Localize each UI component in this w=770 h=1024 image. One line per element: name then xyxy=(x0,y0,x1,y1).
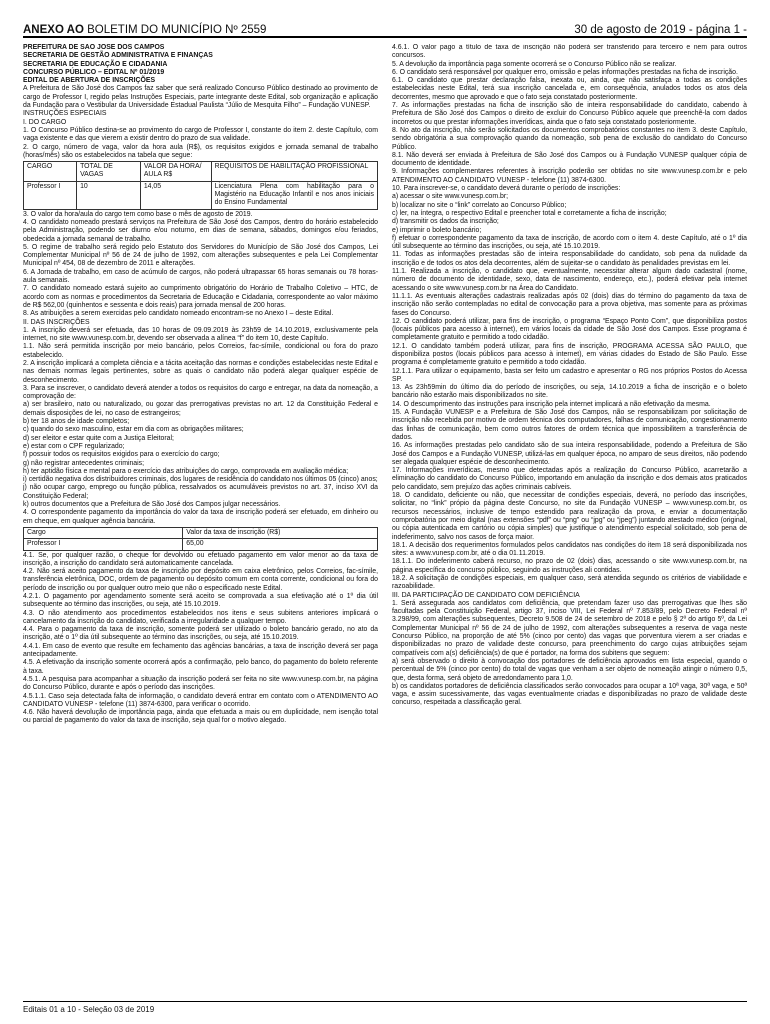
paragraph: d) transmitir os dados da inscrição; xyxy=(392,218,499,226)
paragraph: 7. O candidato nomeado estará sujeito ao cumprimento obrigatório do Horário de Trabalho Coletivo – HTC, de acordo com as normas e procedimentos da Secretaria de Educação e Cidadania, correspondente ao valor máximo de R$ 562,00 (quinhentos e sessenta e dois reais) para jornada mensal de 200 horas. xyxy=(23,285,378,309)
paragraph: 4.6.1. O valor pago a título de taxa de inscrição não poderá ser transferido para terceiro e nem para outros concursos. xyxy=(392,44,747,60)
paragraph: a) acessar o site www.vunesp.com.br; xyxy=(392,193,509,201)
paragraph: 8.1. Não deverá ser enviada à Prefeitura de São José dos Campos ou à Fundação VUNESP qualquer cópia de documento de identidade. xyxy=(392,151,747,168)
paragraph: 6. A Jornada de trabalho, em caso de acúmulo de cargos, não poderá ultrapassar 65 horas semanais ou 78 horas-aula semanais. xyxy=(23,268,378,285)
paragraph: 11.1.1. As eventuais alterações cadastrais realizadas após 02 (dois) dias do término do pagamento da taxa de inscrição não serão contempladas no edital de convocação para a prova objetiva, mas somente para as próximas fases do Concurso. xyxy=(392,292,747,317)
paragraph: g) não registrar antecedentes criminais; xyxy=(23,459,145,467)
paragraph: 12.1. O candidato também poderá utilizar, para fins de inscrição, PROGRAMA ACESSA SÃO PAULO, que disponibiliza postos (locais públicos para acesso à internet), em várias cidades do Estado de São Paulo. Esse programa é completamente gratuito e permitido a todo cidadão. xyxy=(392,342,747,367)
paragraph: 4.5. A efetivação da inscrição somente ocorrerá após a confirmação, pelo banco, do pagamento do boleto referente à taxa. xyxy=(23,659,378,675)
content-columns xyxy=(23,44,747,994)
table-cell: 10 xyxy=(77,181,141,209)
paragraph: 6.1. O candidato que prestar declaração falsa, inexata ou, ainda, que não satisfaça a todas as condições estabelecidas neste Edital, terá sua inscrição cancelada e, em consequência, anulados todos os atos dela decorrentes, mesmo que aprovado e que o fato seja constatado posteriormente. xyxy=(392,77,747,101)
table-header: CARGO xyxy=(24,162,77,182)
title-bold: ANEXO AO xyxy=(23,24,84,36)
paragraph: j) não ocupar cargo, emprego ou função pública, ressalvados os acumuláveis previstos no art. 37, inciso XVI da Constituição Federal; xyxy=(23,484,378,500)
table-cell: Professor I xyxy=(24,181,77,209)
paragraph: a) será observado o direito à convocação dos portadores de deficiência aprovados em lista especial, quando o percentual de 5% (cinco por cento) do total de vagas que venham a ser objeto de nomeação atingir o número 0,5, que, desta forma, será objeto de arredondamento para 1,0. xyxy=(392,657,747,682)
paragraph: 18.1.1. Do indeferimento caberá recurso, no prazo de 02 (dois) dias, acessando o site www.vunesp.com.br, na página específica do concurso público, seguindo as instruções ali contidas. xyxy=(392,558,747,574)
table-cell: Professor I xyxy=(24,539,183,550)
paragraph: 4.2.1. O pagamento por agendamento somente será aceito se comprovada a sua efetivação até o 1º dia útil subsequente ao término das inscrições, ou seja, até 15.10.2019. xyxy=(23,593,378,609)
paragraph: 18. O candidato, deficiente ou não, que necessitar de condições especiais, deverá, no período das inscrições, solicitar, no “link” própio da página deste Concurso, no site da Fundação VUNESP – www.vunesp.com.br, os recursos necessários, inclusive de tempo estendido para realização da prova, e enviar a documentação comprobatória por meio digital (nas extensões “pdf” ou “png” ou “jpg” ou “jpeg”) juntando atestado médico (original, ou cópia autenticada em cartório ou cópia simples) que justifique o atendimento especial solicitado, sob pena de indeferimento, salvo nos casos de força maior. xyxy=(392,492,747,541)
paragraph: b) ter 18 anos de idade completos; xyxy=(23,418,130,426)
paragraph: i) certidão negativa dos distribuidores criminais, dos lugares de residência do candidato nos últimos 05 (cinco) anos; xyxy=(23,476,378,484)
paragraph: 15. A Fundação VUNESP e a Prefeitura de São José dos Campos, não se responsabilizam por solicitação de inscrição não recebida por motivo de ordem técnica dos computadores, falhas de comunicação, congestionamento das linhas de comunicação, bem como outros fatores de ordem técnica que impossibilitem a transferência de dados. xyxy=(392,409,747,441)
paragraph: 1. Será assegurada aos candidatos com deficiência, que pretendam fazer uso das prerrogativas que lhes são facultadas pela Constituição Federal, artigo 37, inciso VIII, Lei Federal nº 7.853/89, pelo Decreto Federal nº 3.298/99, com alterações subsequentes, Decreto 9.508 de 24 de setembro de 2018 e pelo § 2º do artigo 5º, da Lei Complementar Municipal nº 56 de 24 de julho de 1992, com alterações subsequentes a reserva de vaga neste Concurso Público, na proporção de até 5% (cinco por cento) das vagas que porventura vierem a ser criadas e disponibilizadas no prazo de validade deste concurso, para preenchimento do cargo cujas atribuições sejam compatíveis com a(s) deficiência(s) de que é portador, na forma dos subitens que seguem: xyxy=(392,599,747,657)
paragraph: INSTRUÇÕES ESPECIAIS xyxy=(23,110,107,118)
paragraph: d) ser eleitor e estar quite com a Justiça Eleitoral; xyxy=(23,434,174,442)
paragraph: SECRETARIA DE EDUCAÇÃO E CIDADANIA xyxy=(23,60,168,68)
paragraph: II. DAS INSCRIÇÕES xyxy=(23,318,90,326)
right-column xyxy=(392,44,747,994)
bulletin-title xyxy=(23,24,266,36)
paragraph: 14. O descumprimento das instruções para inscrição pela internet implicará a não efetivação da mesma. xyxy=(392,400,711,408)
paragraph: 16. As informações prestadas pelo candidato são de sua inteira responsabilidade, podendo a Prefeitura de São José dos Campos e a Fundação VUNESP, utilizá-las em qualquer época, no amparo de seus direitos, não podendo ser alegada qualquer espécie de desconhecimento. xyxy=(392,442,747,466)
paragraph: c) ler, na íntegra, o respectivo Edital e preencher total e corretamente a ficha de inscrição; xyxy=(392,209,667,217)
paragraph: f) efetuar o correspondente pagamento da taxa de inscrição, de acordo com o item 4. deste Capítulo, até o 1º dia útil subsequente ao término das inscrições, ou seja, até 15.10.2019. xyxy=(392,234,747,251)
table-header: VALOR DA HORA/ AULA R$ xyxy=(140,162,211,182)
paragraph: 1. O Concurso Público destina-se ao provimento do cargo de Professor I, constante do item 2. deste Capítulo, com vaga existente e das que vierem a existir dentro do prazo de sua validade. xyxy=(23,126,378,143)
paragraph: 13. As 23h59min do último dia do período de inscrições, ou seja, 14.10.2019 a ficha de inscrição e o boleto bancário não estarão mais disponibilizados no site. xyxy=(392,384,747,400)
paragraph: 9. Informações complementares referentes à inscrição poderão ser obtidas no site www.vunesp.com.br e pelo ATENDIMENTO AO CANDIDATO VUNESP - telefone (11) 3874-6300. xyxy=(392,168,747,184)
paragraph: 12. O candidato poderá utilizar, para fins de inscrição, o programa “Espaço Ponto Com”, que disponibiliza postos (locais públicos para acesso à internet), em vários locais da cidade de São José dos Campos. Esse programa é completamente gratuito e permitido a todo cidadão. xyxy=(392,317,747,342)
paragraph: c) quando do sexo masculino, estar em dia com as obrigações militares; xyxy=(23,426,244,434)
paragraph: 6. O candidato será responsável por qualquer erro, omissão e pelas informações prestadas na ficha de inscrição. xyxy=(392,68,738,76)
table-cell: 14,05 xyxy=(140,181,211,209)
table-header: REQUISITOS DE HABILITAÇÃO PROFISSIONAL xyxy=(211,162,377,182)
paragraph: 12.1.1. Para utilizar o equipamento, basta ser feito um cadastro e apresentar o RG nos próprios Postos do Acessa SP. xyxy=(392,367,747,383)
paragraph: 8. No ato da inscrição, não serão solicitados os documentos comprobatórios constantes no item 3. deste Capítulo, sendo obrigatória a sua comprovação quando da nomeação, sob pena de exclusão do candidato do Concurso Público. xyxy=(392,126,747,151)
paragraph: III. DA PARTICIPAÇÃO DE CANDIDATO COM DEFICIÊNCIA xyxy=(392,591,580,599)
paragraph: 4.6. Não haverá devolução de importância paga, ainda que efetuada a mais ou em duplicidade, nem isenção total ou parcial de pagamento do valor da taxa de inscrição, seja qual for o motivo alegado. xyxy=(23,709,378,725)
paragraph: 10. Para inscrever-se, o candidato deverá durante o período de inscrições: xyxy=(392,185,621,193)
paragraph: 4.1. Se, por qualquer razão, o cheque for devolvido ou efetuado pagamento em valor menor ao da taxa de inscrição, a inscrição do candidato será automaticamente cancelada. xyxy=(23,551,378,567)
paragraph: 1. A inscrição deverá ser efetuada, das 10 horas de 09.09.2019 às 23h59 de 14.10.2019, exclusivamente pela internet, no site www.vunesp.com.br, devendo ser observada a alínea “f” do item 10, deste Capítulo. xyxy=(23,326,378,343)
paragraph: 4.3. O não atendimento aos procedimentos estabelecidos nos itens e seus subitens anteriores implicará o cancelamento da inscrição do candidato, verificada a irregularidade a qualquer tempo. xyxy=(23,609,378,625)
paragraph: EDITAL DE ABERTURA DE INSCRIÇÕES xyxy=(23,77,156,85)
paragraph: a) ser brasileiro, nato ou naturalizado, ou gozar das prerrogativas previstas no art. 12 da Constituição Federal e demais disposições de lei, no caso de estrangeiros; xyxy=(23,401,378,417)
left-column xyxy=(23,44,378,994)
paragraph: 5. A devolução da importância paga somente ocorrerá se o Concurso Público não se realizar. xyxy=(392,60,677,68)
paragraph: 7. As informações prestadas na ficha de inscrição são de inteira responsabilidade do candidato, cabendo à Prefeitura de São José dos Campos o direito de excluir do Concurso Público aquele que preenchê-la com dados incorretos ou que prestar informações inverídicas, ainda que o fato seja constatado posteriormente. xyxy=(392,102,747,126)
table-header: TOTAL DE VAGAS xyxy=(77,162,141,182)
paragraph: 4.5.1. A pesquisa para acompanhar a situação da inscrição poderá ser feita no site www.vunesp.com.br, na página do Concurso Público, durante e após o período das inscrições. xyxy=(23,675,378,692)
paragraph: 4. O correspondente pagamento da importância do valor da taxa de inscrição poderá ser efetuado, em dinheiro ou em cheque, em qualquer agência bancária. xyxy=(23,509,378,525)
date-page: 30 de agosto de 2019 - página 1 - xyxy=(574,24,747,36)
title-rest: BOLETIM DO MUNICÍPIO Nº 2559 xyxy=(87,24,267,36)
paragraph: 4.4. Para o pagamento da taxa de inscrição, somente poderá ser utilizado o boleto bancário gerado, no ato da inscrição, até o 1º dia útil subsequente ao término das inscrições, ou seja, até 15.10.2019. xyxy=(23,626,378,642)
table-cell: 65,00 xyxy=(183,539,378,550)
paragraph: b) localizar no site o “link” correlato ao Concurso Público; xyxy=(392,201,567,209)
table-cell: Licenciatura Plena com habilitação para o Magistério na Educação Infantil e nos anos iniciais do Ensino Fundamental xyxy=(211,181,377,209)
paragraph: k) outros documentos que a Prefeitura de São José dos Campos julgar necessários. xyxy=(23,501,281,509)
paragraph: 18.2. A solicitação de condições especiais, em qualquer caso, será atendida segundo os critérios de viabilidade e razoabilidade. xyxy=(392,575,747,591)
page-header xyxy=(23,18,747,38)
paragraph: 11. Todas as informações prestadas são de inteira responsabilidade do candidato, sob pena da nulidade da inscrição e de todos os atos dela decorrentes, além de sujeitar-se o candidato às penalidades previstas em lei. xyxy=(392,251,747,267)
paragraph: f) possuir todos os requisitos exigidos para o exercício do cargo; xyxy=(23,451,220,459)
paragraph: 2. A inscrição implicará a completa ciência e a tácita aceitação das normas e condições estabelecidas neste Edital e nas demais normas legais pertinentes, sobre as quais o candidato não poderá alegar qualquer espécie de desconhecimento. xyxy=(23,359,378,384)
paragraph: 5. O regime de trabalho será regido pelo Estatuto dos Servidores do Município de São José dos Campos, Lei Complementar Municipal nº 56 de 24 de julho de 1992, com alterações subsequentes e pela Lei Complementar Municipal nº 454, 08 de dezembro de 2011 e alterações. xyxy=(23,243,378,268)
positions-table xyxy=(23,161,378,209)
paragraph: 4.2. Não será aceito pagamento da taxa de inscrição por depósito em caixa eletrônico, pelos Correios, fac-símile, transferência eletrônica, DOC, ordem de pagamento ou depósito comum em conta corrente, condicional ou fora do período de inscrição ou por qualquer outro meio que não o especificado neste Edital. xyxy=(23,568,378,592)
paragraph: 17. Informações inverídicas, mesmo que detectadas após a realização do Concurso Público, acarretarão a eliminação do candidato do Concurso Público, importando em anulação da inscrição e dos demais atos praticados pelo candidato, sem prejuízo das ações criminais cabíveis. xyxy=(392,467,747,491)
paragraph: 4.4.1. Em caso de evento que resulte em fechamento das agências bancárias, a taxa de inscrição deverá ser paga antecipadamente. xyxy=(23,642,378,659)
paragraph: 8. As atribuições a serem exercidas pelo candidato nomeado encontram-se no Anexo I – deste Edital. xyxy=(23,310,334,318)
paragraph: 18.1. A decisão dos requerimentos formulados pelos candidatos nas condições do item 18 será disponibilizada nos sites: a www.vunesp.com.br, até o dia 01.11.2019. xyxy=(392,541,747,558)
paragraph: 3. O valor da hora/aula do cargo tem como base o mês de agosto de 2019. xyxy=(23,210,253,218)
paragraph: e) imprimir o boleto bancário; xyxy=(392,226,482,234)
paragraph: 1.1. Não será permitida inscrição por meio bancário, pelos Correios, fac-símile, condicional ou fora do prazo estabelecido. xyxy=(23,343,378,359)
paragraph: SECRETARIA DE GESTÃO ADMINISTRATIVA E FINANÇAS xyxy=(23,52,213,60)
paragraph: A Prefeitura de São José dos Campos faz saber que será realizado Concurso Público destinado ao provimento de cargo de Professor I, regido pelas Instruções Especiais, parte integrante deste Edital, sob organização e aplicação da Fundação para o Vestibular da Universidade Estadual Paulista “Júlio de Mesquita Filho” – Fundação VUNESP. xyxy=(23,85,378,110)
paragraph: 4.5.1.1. Caso seja detectada falta de informação, o candidato deverá entrar em contato com o ATENDIMENTO AO CANDIDATO VUNESP - telefone (11) 3874-6300, para verificar o ocorrido. xyxy=(23,692,378,708)
paragraph: e) estar com o CPF regularizado; xyxy=(23,442,125,450)
paragraph: I. DO CARGO xyxy=(23,118,67,126)
table-header: Cargo xyxy=(24,527,183,538)
paragraph: PREFEITURA DE SÃO JOSÉ DOS CAMPOS xyxy=(23,44,165,51)
table-header: Valor da taxa de inscrição (R$) xyxy=(183,527,378,538)
paragraph: b) os candidatos portadores de deficiência classificados serão convocados para ocupar a 10ª vaga, 30ª vaga, e 50ª vaga, e assim sucessivamente, das vagas eventualmente criadas e disponibilizadas no prazo de validade deste concurso, respeitada a classificação geral. xyxy=(392,682,747,707)
paragraph: 4. O candidato nomeado prestará serviços na Prefeitura de São José dos Campos, dentro do horário estabelecido pela Administração, podendo ser diurno e/ou noturno, em dias de semana, sábados, domingos e/ou feriados, obedecida a jornada semanal de trabalho. xyxy=(23,218,378,243)
page-footer: Editais 01 a 10 - Seleção 03 de 2019 xyxy=(23,1001,747,1019)
paragraph: 2. O cargo, número de vaga, valor da hora aula (R$), os requisitos exigidos e jornada semanal de trabalho (horas/mês) são os estabelecidos na tabela que segue: xyxy=(23,143,378,159)
paragraph: CONCURSO PÚBLICO – EDITAL Nº 01/2019 xyxy=(23,68,165,76)
paragraph: h) ter aptidão física e mental para o exercício das atribuições do cargo, comprovada em avaliação médica; xyxy=(23,467,349,475)
fee-table xyxy=(23,527,378,551)
paragraph: 3. Para se inscrever, o candidato deverá atender a todos os requisitos do cargo e entregar, na data da nomeação, a comprovação de: xyxy=(23,384,378,401)
paragraph: 11.1. Realizada a inscrição, o candidato que, eventualmente, necessitar alterar algum dado cadastral (nome, número de documento de identidade, sexo, data de nascimento, endereço, etc.), poderá efetivar pela internet acessando o site www.vunesp.com.br na Área do Candidato. xyxy=(392,268,747,292)
